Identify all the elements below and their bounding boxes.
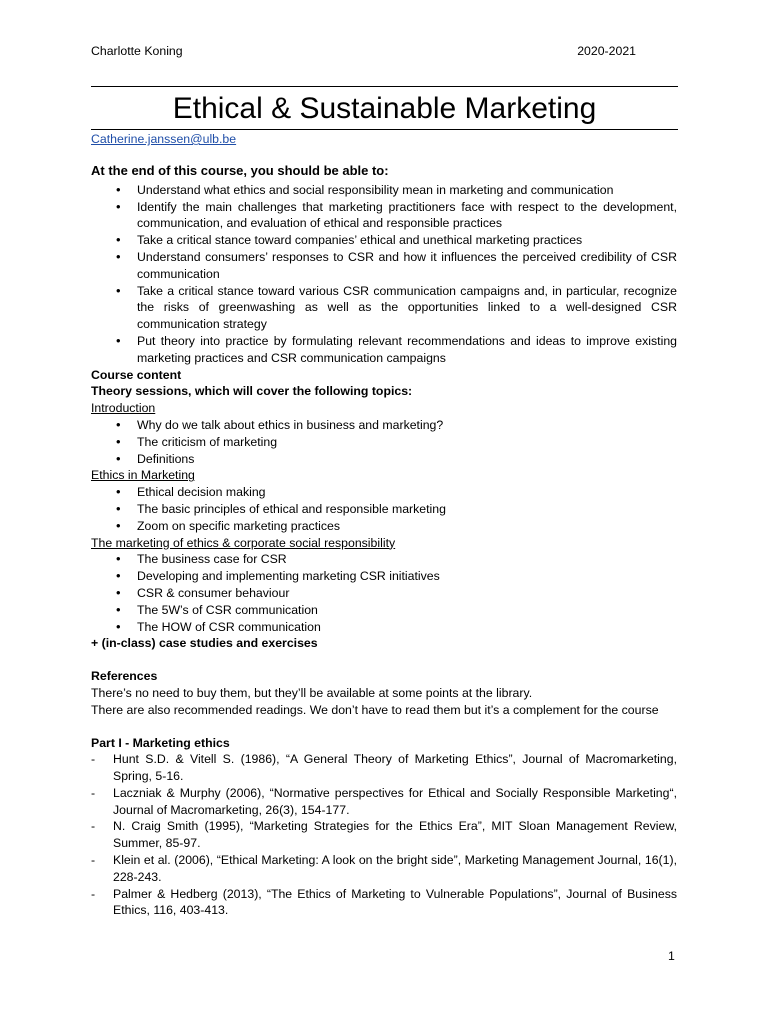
list-item: • Identify the main challenges that marketing practitioners face with respect to the development, communication, and evaluation of ethical and responsible practices xyxy=(91,199,677,233)
list-item: • Zoom on specific marketing practices xyxy=(91,518,677,535)
list-item: • Ethical decision making xyxy=(91,484,677,501)
page-number: 1 xyxy=(668,949,675,963)
references-heading: References xyxy=(91,669,158,684)
list-item: • The HOW of CSR communication xyxy=(91,619,677,636)
references-paragraph-2: There are also recommended readings. We don’t have to read them but it’s a complement for the course xyxy=(91,702,659,717)
page-header xyxy=(91,43,636,60)
list-item: • Understand consumers’ responses to CSR and how it influences the perceived credibility of CSR communication xyxy=(91,249,677,283)
list-item: • Why do we talk about ethics in business and marketing? xyxy=(91,417,677,434)
list-item: • Take a critical stance toward various CSR communication campaigns and, in particular, recognize the risks of greenwashing as well as the opportunities linked to a well-designed CSR communication strategy xyxy=(91,283,677,333)
reference-item: - N. Craig Smith (1995), “Marketing Strategies for the Ethics Era”, MIT Sloan Management Review, Summer, 85-97. xyxy=(91,818,677,852)
header-year: 2020-2021 xyxy=(577,44,636,58)
section-title-ethics: Ethics in Marketing xyxy=(91,468,195,483)
list-item: • CSR & consumer behaviour xyxy=(91,585,677,602)
section-title-introduction: Introduction xyxy=(91,401,156,416)
ethics-list xyxy=(91,484,677,534)
introduction-list xyxy=(91,417,677,467)
list-item: • The business case for CSR xyxy=(91,551,677,568)
references-paragraph-1: There’s no need to buy them, but they’ll be available at some points at the library. xyxy=(91,685,533,700)
part1-reference-list xyxy=(91,751,677,919)
theory-heading: Theory sessions, which will cover the following topics: xyxy=(91,384,413,399)
list-item: • Take a critical stance toward companies’ ethical and unethical marketing practices xyxy=(91,232,677,249)
list-item: • The 5W’s of CSR communication xyxy=(91,602,677,619)
reference-item: - Palmer & Hedberg (2013), “The Ethics of Marketing to Vulnerable Populations”, Journal of Business Ethics, 116, 403-413. xyxy=(91,886,677,920)
list-item: • Understand what ethics and social responsibility mean in marketing and communication xyxy=(91,182,677,199)
objectives-list xyxy=(91,182,677,367)
case-studies-note: + (in-class) case studies and exercises xyxy=(91,636,318,651)
email-link[interactable]: Catherine.janssen@ulb.be xyxy=(91,132,237,146)
course-content-heading: Course content xyxy=(91,367,182,382)
reference-item: - Laczniak & Murphy (2006), “Normative perspectives for Ethical and Socially Responsible Marketing“, Journal of Macromarketing, 26(3), 154-177. xyxy=(91,785,677,819)
list-item: • Developing and implementing marketing CSR initiatives xyxy=(91,568,677,585)
document-body xyxy=(91,163,677,919)
list-item: • Definitions xyxy=(91,451,677,468)
csr-list xyxy=(91,551,677,635)
objectives-heading: At the end of this course, you should be able to: xyxy=(91,163,389,178)
list-item: • Put theory into practice by formulating relevant recommendations and ideas to improve existing marketing practices and CSR communication campaigns xyxy=(91,333,677,367)
title-top-rule xyxy=(91,86,678,87)
reference-item: - Hunt S.D. & Vitell S. (1986), “A General Theory of Marketing Ethics”, Journal of Macromarketing, Spring, 5-16. xyxy=(91,751,677,785)
list-item: • The criticism of marketing xyxy=(91,434,677,451)
reference-item: - Klein et al. (2006), “Ethical Marketing: A look on the bright side”, Marketing Management Journal, 16(1), 228-243. xyxy=(91,852,677,886)
part1-heading: Part I - Marketing ethics xyxy=(91,735,230,750)
spacer xyxy=(91,652,677,668)
list-item: • The basic principles of ethical and responsible marketing xyxy=(91,501,677,518)
section-title-csr: The marketing of ethics & corporate social responsibility xyxy=(91,535,396,550)
header-author: Charlotte Koning xyxy=(91,44,183,58)
document-title: Ethical & Sustainable Marketing xyxy=(172,92,597,125)
title-bottom-rule xyxy=(91,129,678,130)
spacer xyxy=(91,719,677,735)
